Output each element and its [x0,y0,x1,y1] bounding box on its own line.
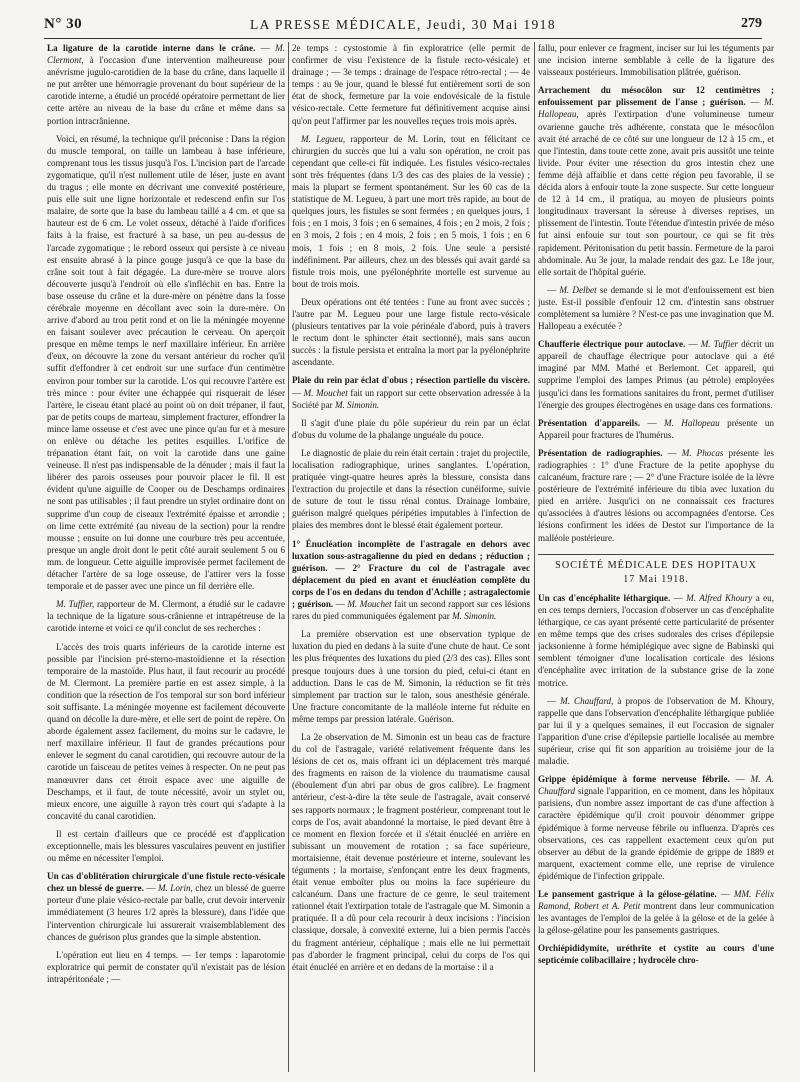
article-title: Orchiépididymite, uréthrite et cystite au cours d'une septicémie colibacillaire ; hydrocèle chro- [538,943,774,966]
paragraph: Chaufferie électrique pour autoclave. — M. Tuffier décrit un appareil de chauffage électrique pour autoclave qui a été imaginé par MM. Mathé et Berlemont. Cet appareil, qui supprime l'emploi des lampes Primus (au pétrole) employées jusqu'ici dans les formations sanitaires du front, permet d'utiliser l'énergie des groupes électrogènes en usage dans ces formations. [538,339,774,410]
column-1 [47,42,285,1076]
page-header [44,14,762,39]
column-divider [288,42,289,1072]
column-3 [538,42,774,1076]
author-name: MM. Félix Ramond, Robert et A. Petit [538,889,774,912]
paragraph: — M. Delbet se demande si le mot d'enfouissement est bien juste. Est-il possible d'enfouir 12 cm. d'intestin sans obstruer complètement sa lumière ? N'est-ce pas une invagination que M. Hallopeau a exécutée ? [538,284,774,332]
journal-title: LA PRESSE MÉDICALE, Jeudi, 30 Mai 1918 [250,17,556,32]
article-title: Un cas d'oblitération chirurgicale d'une fistule recto-vésicale chez un blessé de guerre. [47,871,285,894]
column-divider [534,42,535,1072]
author-name: M. Lorin, [157,883,193,894]
paragraph-text: après l'extirpation d'une volumineuse tumeur ovarienne gauche très adhérente, constata que le mésocôlon avait été arraché de ce côté sur une longueur de 12 à 15 cm., et que l'intestin, dans toute cette zone, avait pris aussitôt une teinte livide. Pour éviter une résection du gros intestin chez une femme déjà affaiblie et dans cette région peu favorable, il se décida alors à enfouir toute la zone suspecte. Sur cette longueur de 12 à 14 cm., il pratiqua, au moyen de plusieurs points longitudinaux traversant la séreuse à diverses reprises, un plissement de l'intestin. Toute l'étendue d'intestin privée de méso fut ainsi enfouie sur tout son pourtour, ce qui se fit très rapidement. Péritonisation du petit bassin. Fermeture de la paroi abdominale. Au 3e jour, la malade rendait des gaz. Le 18e jour, elle sortait de l'hôpital guérie. [538,109,774,277]
paragraph [47,598,285,634]
paragraph: Présentation d'appareils. — M. Hallopeau présente un Appareil pour fractures de l'humérus. [538,417,774,440]
paragraph-text: se demande si le mot d'enfouissement est bien juste. Est-il possible d'enfouir 12 cm. d'intestin sans obstruer complètement sa lumière ? N'est-ce pas une invagination que M. Hallopeau a exécutée ? [538,284,774,332]
article-title: Chaufferie électrique pour autoclave. [538,339,686,350]
author-name: M. Hallopeau [664,417,720,428]
paragraph-text: à l'occasion d'une intervention malheureuse pour anévrisme jugulo-carotidien de la base du crâne, dans laquelle il ne put arrêter une hémorragie provenant du bout supérieur de la carotide interne, a étudié un procédé opératoire permettant de lier cette artère au niveau de la base du crâne et même dans sa portion intracrânienne. [47,55,285,126]
paragraph: Deux opérations ont été tentées : l'une au front avec succès ; l'autre par M. Legueu pour une large fistule recto-vésicale (plusieurs tentatives par la voie périnéale d'abord, puis à travers le rectum dont le sphincter était sectionné), mais sans aucun succès : la fistule persista et entraîna la mort par la pyélonéphrite ascendante. [292,296,530,368]
article-title: Arrachement du mésocôlon sur 12 centimètres ; enfouissement par plissement de l'anse ; guérison. [538,85,774,108]
paragraph: L'accès des trois quarts inférieurs de la carotide interne est possible par l'incision pré-sterno-mastoïdienne et la résection temporaire de la mastoïde. Plus haut, il faut recourir au procédé de M. Clermont. La première partie en est assez simple, à la condition que la résection de l'os temporal sur son bord inférieur soit suffisante. La méningée moyenne est facilement découverte quand on décolle la dure-mère, et elle sert de point de repère. On aborde également assez facilement, du moins sur le cadavre, le nerf maxillaire inférieur. Il faut de grandes précautions pour enlever le segment du canal carotidien, qui recouvre autour de la carotide un faisceau de petites veines à respecter. On ne peut pas manœuvrer dans cet étroit espace avec une aiguille de Deschamps, et il faut, de toute nécessité, avoir un stylet ou, mieux encore, une aiguille à rayon très court qui s'adapte à la concavité du canal carotidien. [47,641,285,821]
paragraph-text: fait un rapport sur cette observation adressée à la Société par [292,387,530,410]
article-title: 1° Énucléation incomplète de l'astragale en dehors avec luxation sous-astragalienne du pied en dedans ; réduction ; guérison. — 2° Fracture du col de l'astragale avec déplacement du pied en avant et énucléation complète du corps de l'os en dedans du tendon d'Achille ; astragalectomie ; guérison. [292,538,530,610]
author-name: M. Simonin. [452,611,497,622]
author-name: M. Legueu, [301,133,346,144]
section-date: 17 Mai 1918. [623,573,689,585]
author-name: M. Delbet [559,284,597,295]
article-title: Grippe épidémique à forme nerveuse fébrile. [538,774,730,785]
paragraph-text: présente un Appareil pour fractures de l'humérus. [538,417,774,440]
author-name: M. A. Chauffard [538,774,774,797]
author-name: M. Tuffier, [56,599,95,610]
article-title: Plaie du rein par éclat d'obus ; résection partielle du viscère. [292,375,530,386]
paragraph: 1° Énucléation incomplète de l'astragale en dehors avec luxation sous-astragalienne du pied en dedans ; réduction ; guérison. — 2° Fracture du col de l'astragale avec déplacement du pied en avant et énucléation complète du corps de l'os en dedans du tendon d'Achille ; astragalectomie ; guérison. — M. Mouchet fait un second rapport sur ces lésions rares du pied communiquées également par M. Simonin. [292,538,530,622]
paragraph: Arrachement du mésocôlon sur 12 centimètres ; enfouissement par plissement de l'anse ; guérison. — M. Hallopeau, après l'extirpation d'une volumineuse tumeur ovarienne gauche très adhérente, constata que le mésocôlon avait été arraché de ce côté sur une longueur de 12 à 15 cm., et que l'intestin, dans toute cette zone, avait pris aussitôt une teinte livide. Pour éviter une résection du gros intestin chez une femme déjà affaiblie et dans cette région peu favorable, il se décida alors à enfouir toute la zone suspecte. Sur cette longueur de 12 à 14 cm., il pratiqua, au moyen de plusieurs points longitudinaux traversant la séreuse à diverses reprises, un plissement de l'intestin. Toute l'étendue d'intestin privée de méso fut ainsi enfouie sur tout son pourtour, ce qui se fit très rapidement. Péritonisation du petit bassin. Fermeture de la paroi abdominale. Au 3e jour, la malade rendait des gaz. Le 18e jour, elle sortait de l'hôpital guérie. [538,85,774,277]
section-heading: SOCIÉTÉ MÉDICALE DES HOPITAUX [538,554,774,572]
author-name: M. Mouchet [347,599,392,610]
paragraph: — M. Chauffard, à propos de l'observation de M. Khoury, rappelle que dans l'observation d'encéphalite léthargique publiée par lui il y a quelques semaines, il eut l'occasion de signaler l'apparition d'une crise d'épilepsie partielle localisée au membre supérieur, crise qui fit son apparition au troisième jour de la maladie. [538,695,774,767]
paragraph: Voici, en résumé, la technique qu'il préconise : Dans la région du muscle temporal, on taille un lambeau à base inférieure, comprenant tous les tissus jusqu'à l'os. L'incision part de l'arcade zygomatique, qu'il n'est nullement utile de léser, juste en avant du tragus ; elle monte en décrivant une convexité postérieure, puis elle suit une ligne horizontale et redescend enfin sur l'os malaire, de sorte que la base du lambeau taillé a 4 cm. et que sa hauteur est de 6 cm. Le volet osseux, détaché à l'aide d'orifices faits à la fraise, est fracturé à sa base, un peu au-dessus de l'arcade zygomatique ; le rebord osseux qui persiste à ce niveau est ensuite abrasé à la pince gouge jusqu'à ce que la base du crâne soit tout à fait dégagée. La dure-mère se trouve alors découverte jusqu'à l'endroit où elle s'infléchit en bas. Entre la base osseuse du crâne et la dure-mère on pénètre dans la fosse cérébrale moyenne en décollant avec soin la dure-mère. On arrive d'abord au trou petit rond et on lie la méningée moyenne en faisant soulever avec précaution le cerveau. On aperçoit presque en même temps le nerf maxillaire inférieur. En arrière d'eux, on découvre la zone du versant antérieur du rocher qu'il suffit d'effondrer à cet endroit sur une surface d'un centimètre environ pour tomber sur la carotide. L'os qui recouvre l'artère est très mince : pour éviter une échappée qui risquerait de léser l'artère, le ciseau étant placé au point où on doit trépaner, il faut, par de petits coups de marteau, simplement fracturer, effondrer la mince lame osseuse et c'est avec une pince qu'au fur et à mesure on enlève ou détache les petites esquilles. L'orifice de trépanation étant fait, on voit la carotide dans une gaine veineuse. Il n'est pas indispensable de la dénuder ; mais il faut la libérer des parois osseuses pour pouvoir placer le fil. Il est évident qu'une aiguille de Cooper ou de Deschamps ordinaires ne sont pas utilisables ; il faut prendre un stylet ordinaire dont on supprime d'un coup de ciseaux l'extrémité épaisse et arrondie ; on lime cette extrémité (au niveau de la section) pour la rendre mousse ; ensuite on lui donne une courbure très peu accentuée, presque un angle droit dont le petit côté aurait seulement 5 ou 6 mm. de longueur. Cette aiguille improvisée permet facilement de détacher l'artère de sa loge osseuse, de l'attirer vers la fosse temporale et de passer avec une pince un fil derrière elle. [47,133,285,592]
paragraph-text: rapporteur de M. Lorin, tout en félicitant ce chirurgien du succès que lui a valu son opération, ne croit pas cependant que celle-ci fût indiquée. Les fistules vésico-rectales sont très fréquentes (dans 1/3 des cas des plaies de la vessie) ; mais la plupart se ferment spontanément. Sur les 60 cas de la statistique de M. Legueu, à part une mort très rapide, au bout de quelques jours, les fistules se sont fermées ; en quelques jours, 1 fois ; en 1 mois, 3 fois ; en 6 semaines, 4 fois ; en 2 mois, 2 fois ; en 3 mois, 2 fois ; en 4 mois, 2 fois ; en 5 mois, 1 fois ; en 6 mois, 1 fois ; en 8 mois, 2 fois. Une seule a persisté indéfiniment. Par ailleurs, chez un des blessés qui avait gardé sa fistule trois mois, une pyélonéphrite mortelle est survenue au bout de trois mois. [292,133,530,289]
author-name: M. Clermont, [47,43,285,66]
author-name: M. Simonin. [334,399,380,410]
author-name: M. Mouchet [303,387,348,398]
paragraph: Il est certain d'ailleurs que ce procédé est d'application exceptionnelle, mais les blessures vasculaires peuvent en justifier ou même en nécessiter l'emploi. [47,828,285,864]
paragraph: L'opération eut lieu en 4 temps. — 1er temps : laparotomie exploratrice qui permit de constater qu'il n'existait pas de lésion intrapéritonéale ; — [47,949,285,984]
paragraph: fallu, pour enlever ce fragment, inciser sur lui les téguments par une incision interne semblable à celle de la ligature des vaisseaux postérieurs. Immobilisation plâtrée, guérison. [538,43,774,78]
paragraph-text: décrit un appareil de chauffage électrique pour autoclave qui a été imaginé par MM. Mathé et Berlemont. Cet appareil, qui supprime l'emploi des lampes Primus (au pétrole) employées jusqu'ici dans les formations sanitaires du front, permet d'utiliser l'énergie des groupes électrogènes en usage dans ces formations. [538,339,774,410]
article-title: Présentation de radiographies. [538,447,663,458]
paragraph: Le pansement gastrique à la gélose-gélatine. — MM. Félix Ramond, Robert et A. Petit montrent dans leur communication les avantages de l'emploi de la gelée à la gélose et de la gelée à la gélose-gélatine pour les pansements gastriques. [538,889,774,936]
paragraph [292,133,530,290]
page-number: 279 [741,16,762,31]
paragraph: Il s'agit d'une plaie du pôle supérieur du rein par un éclat d'obus du volume de la phalange unguéale du pouce. [292,417,530,440]
author-name: M. Alfred Khoury [686,592,753,603]
article-title: La ligature de la carotide interne dans le crâne. [47,43,256,53]
paragraph [538,942,774,966]
paragraph: Un cas d'oblitération chirurgicale d'une fistule recto-vésicale chez un blessé de guerre. — M. Lorin, chez un blessé de guerre porteur d'une plaie vésico-rectale par balle, crut devoir intervenir immédiatement (3 heures 1/2 après la blessure), dans l'idée que l'intervention chirurgicale lui assurerait vraisemblablement des chances de guérison plus grandes que la simple abstention. [47,871,285,942]
issue-number: N° 30 [44,16,83,32]
article-title: Présentation d'appareils. [538,417,641,428]
paragraph-text: fait un second rapport sur ces lésions rares du pied communiquées également par [292,599,530,622]
author-name: M. Chauffard, [560,695,614,706]
paragraph-text: montrent dans leur communication les avantages de l'emploi de la gelée à la gélose et de la gelée à la gélose-gélatine pour les pansements gastriques. [538,901,774,936]
paragraph: La première observation est une observation typique de luxation du pied en dedans à la suite d'une chute de haut. Ce sont les plus fréquentes des luxations du pied (2/3 des cas). Elles sont presque toujours dues à une torsion du pied, celui-ci étant en adduction. Dans le cas de M. Simonin, la réduction se fit très simplement par traction sur le talon, sous anesthésie générale. Une fracture concomitante de la malléole interne fut réduite en même temps par pression latérale. Guérison. [292,629,530,724]
paragraph: La 2e observation de M. Simonin est un beau cas de fracture du col de l'astragale, variété relativement fréquente dans les lésions de cet os, mais offrant ici un déplacement très marqué des fragments en raison de la violence du traumatisme causal (éboulement d'un abri par obus de gros calibre). Le fragment antérieur, c'est-à-dire la tête seule de l'astragale, avait conservé ses rapports normaux ; le fragment postérieur, comprenant tout le corps de l'os, avait abandonné la mortaise, le pied devant être à ce moment en flexion forcée et il s'était énucléé en arrière en subissant un mouvement de rotation ; sa face supérieure, mortaisienne, était devenue postérieure et interne, soulevant les téguments ; la mortaise, s'enfonçant entre les deux fragments, était venue emboîter plus ou moins la face supérieure du calcanéum. Dans une fracture de ce genre, le seul traitement rationnel était l'extirpation totale de l'astragale que M. Simonin a pratiquée. Il a dû pour cela recourir à deux incisions : l'incision classique, dorsale, à convexité externe, lui a bien permis l'accès du fragment antérieur, céphalique ; mais elle ne lui permettait pas d'aborder le fragment principal, celui du corps de l'os qui était énucléé en arrière et en dedans de la mortaise : il a [292,731,530,972]
paragraph: Le diagnostic de plaie du rein était certain : trajet du projectile, localisation radiographique, urines sanglantes. L'opération, pratiquée vingt-quatre heures après la blessure, consista dans l'extraction du projectile et dans la résection cunéiforme, suivie de suture de tout le tissu rénal contus. Drainage lombaire, guérison malgré quelques péripéties imputables à l'infection de plaies des membres dont le blessé était également porteur. [292,447,530,531]
paragraph-text: chez un blessé de guerre porteur d'une plaie vésico-rectale par balle, crut devoir intervenir immédiatement (3 heures 1/2 après la blessure), dans l'idée que l'intervention chirurgicale lui assurerait vraisemblablement des chances de guérison plus grandes que la simple abstention. [47,883,285,942]
paragraph: Plaie du rein par éclat d'obus ; résection partielle du viscère. — M. Mouchet fait un rapport sur cette observation adressée à la Société par M. Simonin. [292,375,530,410]
author-name: M. Phocas [681,447,724,458]
paragraph: 2e temps : cystostomie à fin exploratrice (elle permit de confirmer de visu l'existence de la fistule recto-vésicale) et drainage ; — 3e temps : drainage de l'espace rétro-rectal ; — 4e temps : au 9e jour, quand le blessé fut entièrement sorti de son état de shock, fermeture par la voie endovésicale de la fistule vésico-rectale. Cette fermeture fut définitivement acquise ainsi qu'on peut l'affirmer par les nouvelles reçues trois mois après. [292,43,530,126]
paragraph: La ligature de la carotide interne dans le crâne. — M. Clermont, à l'occasion d'une intervention malheureuse pour anévrisme jugulo-carotidien de la base du crâne, dans laquelle il ne put arrêter une hémorragie provenant du bout supérieur de la carotide interne, a étudié un procédé opératoire permettant de lier cette artère au niveau de la base du crâne et même dans sa portion intracrânienne. [47,43,285,126]
paragraph-text: présente les radiographies : 1° d'une Fracture de la petite apophyse du calcanéum, fracture rare ; — 2° d'une Fracture isolée de la lèvre postérieure de l'extrémité inférieure du tibia avec luxation du pied en arrière. Jusqu'ici on ne connaissait ces fractures qu'associées à d'autres lésions ou accompagnées d'entorse. Ces lésions confirment les idées de Destot sur l'importance de la malléole postérieure. [538,447,774,543]
author-name: M. Tuffier [700,339,738,350]
author-name: M. Hallopeau, [538,97,774,120]
article-title: Le pansement gastrique à la gélose-gélatine. [538,889,717,899]
paragraph-text: à propos de l'observation de M. Khoury, rappelle que dans l'observation d'encéphalite léthargique publiée par lui il y a quelques semaines, il eut l'occasion de signaler l'apparition d'une crise d'épilepsie partielle localisée au membre supérieur, crise qui fit son apparition au troisième jour de la maladie. [538,695,774,767]
paragraph-text: rapporteur de M. Clermont, a étudié sur le cadavre la technique de la ligature sous-crânienne et intrapétreuse de la carotide interne et voici ce qu'il conclut de ses recherches : [47,599,285,634]
paragraph-text: signale l'apparition, en ce moment, dans les hôpitaux parisiens, d'un nombre assez important de cas d'une affection à caractère épidémique qu'il croit pouvoir dénommer grippe épidémique à forme nerveuse fébrile ou influenza. D'après ces observations, ces cas rappellent exactement ceux qu'on put observer au début de la grande épidémie de grippe de 1889 et marquent, exactement comme elle, une reprise de virulence épidémique de l'infection grippale. [538,786,774,881]
paragraph-text: a eu, en ces temps derniers, l'occasion d'observer un cas d'encéphalite léthargique, ce cas ayant présenté cette particularité de présenter en même temps que des crises sudorales des crises d'épilepsie jacksonienne à forme hémiplégique avec signe de Babinski qui semblent témoigner d'une localisation corticale des lésions d'encéphalite avec irritation de la substance grise de la zone motrice. [538,592,774,688]
article-title: Un cas d'encéphalite léthargique. [538,592,671,603]
paragraph: Présentation de radiographies. — M. Phocas présente les radiographies : 1° d'une Fracture de la petite apophyse du calcanéum, fracture rare ; — 2° d'une Fracture isolée de la lèvre postérieure de l'extrémité inférieure du tibia avec luxation du pied en arrière. Jusqu'ici on ne connaissait ces fractures qu'associées à d'autres lésions ou accompagnées d'entorse. Ces lésions confirment les idées de Destot sur l'importance de la malléole postérieure. [538,447,774,543]
paragraph: Grippe épidémique à forme nerveuse fébrile. — M. A. Chauffard signale l'apparition, en ce moment, dans les hôpitaux parisiens, d'un nombre assez important de cas d'une affection à caractère épidémique qu'il croit pouvoir dénommer grippe épidémique à forme nerveuse fébrile ou influenza. D'après ces observations, ces cas rappellent exactement ceux qu'on put observer au début de la grande épidémie de grippe de 1889 et marquent, exactement comme elle, une reprise de virulence épidémique de l'infection grippale. [538,774,774,881]
column-2 [292,42,530,1076]
paragraph: Un cas d'encéphalite léthargique. — M. Alfred Khoury a eu, en ces temps derniers, l'occasion d'observer un cas d'encéphalite léthargique, ce cas ayant présenté cette particularité de présenter en même temps que des crises sudorales des crises d'épilepsie jacksonienne à forme hémiplégique avec signe de Babinski qui semblent témoigner d'une localisation corticale des lésions d'encéphalite avec irritation de la substance grise de la zone motrice. [538,592,774,688]
